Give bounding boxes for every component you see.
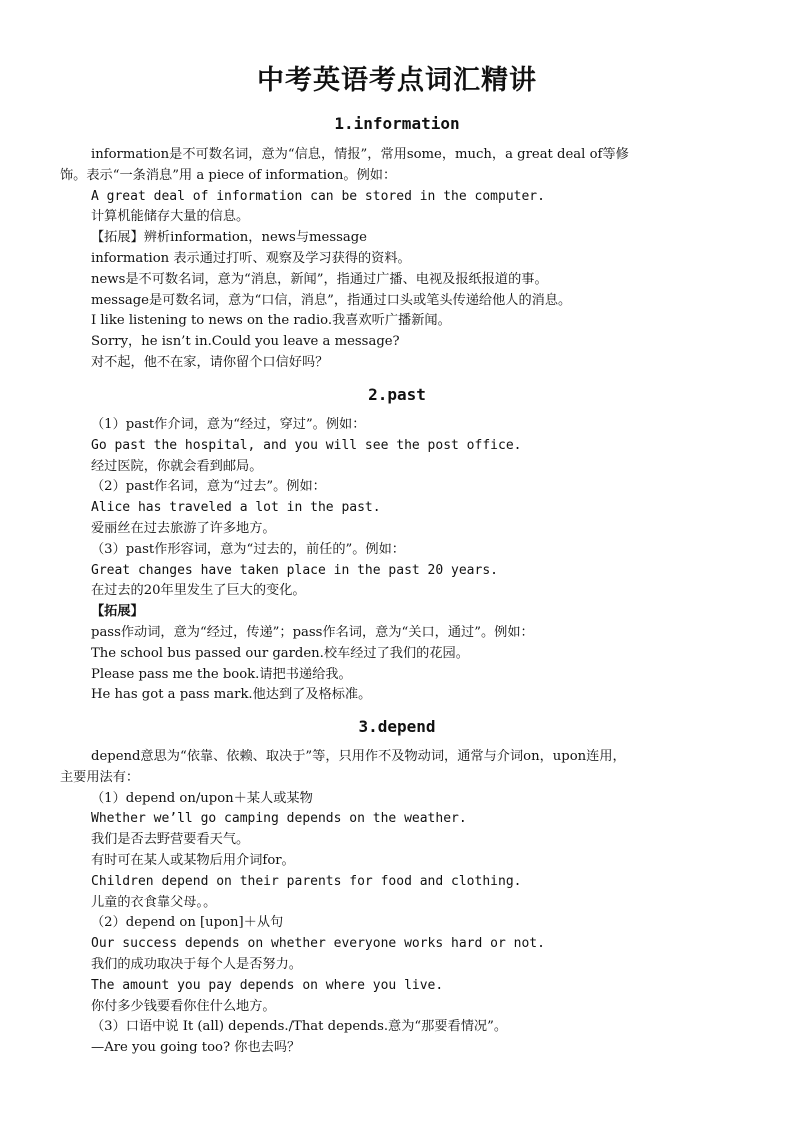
example-sentence: A great deal of information can be stored in the computer. (91, 188, 545, 204)
example-sentence: Go past the hospital, and you will see the post office. (91, 437, 522, 453)
paragraph-line: information是不可数名词，意为“信息，情报”，常用some，much，a great deal of等修 (91, 147, 629, 162)
paragraph-line: 有时可在某人或某物后用介词for。 (91, 852, 295, 868)
example-translation: 经过医院，你就会看到邮局。 (91, 458, 263, 474)
extension-heading: 【拓展】辨析information，news与message (91, 230, 367, 246)
usage-point: （2）past作名词，意为“过去”。例如： (91, 479, 326, 495)
example-translation: 对不起，他不在家，请你留个口信好吗？ (91, 354, 329, 370)
example-sentence: Alice has traveled a lot in the past. (91, 500, 381, 516)
usage-point: （1）past作介词，意为“经过，穿过”。例如： (91, 417, 366, 432)
paragraph-line: 主要用法有： (60, 769, 140, 785)
extension-heading: 【拓展】 (91, 604, 144, 620)
section-heading-information: 1.information (334, 114, 460, 133)
example-sentence: Whether we’ll go camping depends on the weather. (91, 811, 467, 827)
paragraph-line: message是可数名词，意为“口信，消息”，指通过口头或笔头传递给他人的消息。 (91, 292, 572, 308)
usage-point: （3）past作形容词，意为“过去的，前任的”。例如： (91, 541, 405, 557)
section-body-past (0, 415, 794, 706)
example-sentence: He has got a pass mark.他达到了及格标准。 (91, 687, 372, 703)
example-sentence: —Are you going too? 你也去吗？ (91, 1040, 301, 1056)
usage-point: （2）depend on [upon]＋从句 (91, 915, 284, 931)
example-translation: 在过去的20年里发生了巨大的变化。 (91, 583, 306, 599)
usage-point: （3）口语中说 It (all) depends./That depends.意为“那要看情况”。 (91, 1019, 508, 1035)
example-sentence: Sorry，he isn’t in.Could you leave a message? (91, 334, 400, 350)
example-translation: 你付多少钱要看你住什么地方。 (91, 998, 276, 1014)
paragraph-line: depend意思为“依靠、依赖、取决于”等，只用作不及物动词，通常与介词on，upon连用， (91, 749, 626, 764)
example-translation: 爱丽丝在过去旅游了许多地方。 (91, 520, 276, 536)
paragraph-line: news是不可数名词，意为“消息，新闻”，指通过广播、电视及报纸报道的事。 (91, 271, 548, 287)
paragraph-line: 饰。表示“一条消息”用 a piece of information。例如： (60, 167, 397, 183)
page-title: 中考英语考点词汇精讲 (257, 65, 537, 96)
example-translation: 儿童的衣食靠父母。。 (91, 894, 217, 910)
example-translation: 我们的成功取决于每个人是否努力。 (91, 956, 302, 972)
section-body-depend (0, 747, 794, 1059)
example-sentence: Our success depends on whether everyone works hard or not. (91, 936, 545, 952)
example-sentence: Great changes have taken place in the past 20 years. (91, 562, 498, 578)
paragraph-line: pass作动词，意为“经过，传递”；pass作名词，意为“关口，通过”。例如： (91, 624, 534, 640)
paragraph-line: information 表示通过打听、观察及学习获得的资料。 (91, 250, 411, 266)
example-sentence: I like listening to news on the radio.我喜欢听广播新闻。 (91, 313, 451, 329)
section-heading-depend: 3.depend (358, 717, 436, 736)
example-sentence: Children depend on their parents for food and clothing. (91, 873, 522, 889)
section-heading-past: 2.past (368, 385, 426, 404)
example-translation: 计算机能储存大量的信息。 (91, 209, 250, 225)
usage-point: （1）depend on/upon＋某人或某物 (91, 790, 313, 806)
example-sentence: The school bus passed our garden.校车经过了我们的花园。 (91, 645, 469, 661)
example-sentence: The amount you pay depends on where you live. (91, 977, 444, 993)
section-body-information (0, 145, 794, 374)
example-translation: 我们是否去野营要看天气。 (91, 832, 250, 848)
example-sentence: Please pass me the book.请把书递给我。 (91, 666, 352, 682)
